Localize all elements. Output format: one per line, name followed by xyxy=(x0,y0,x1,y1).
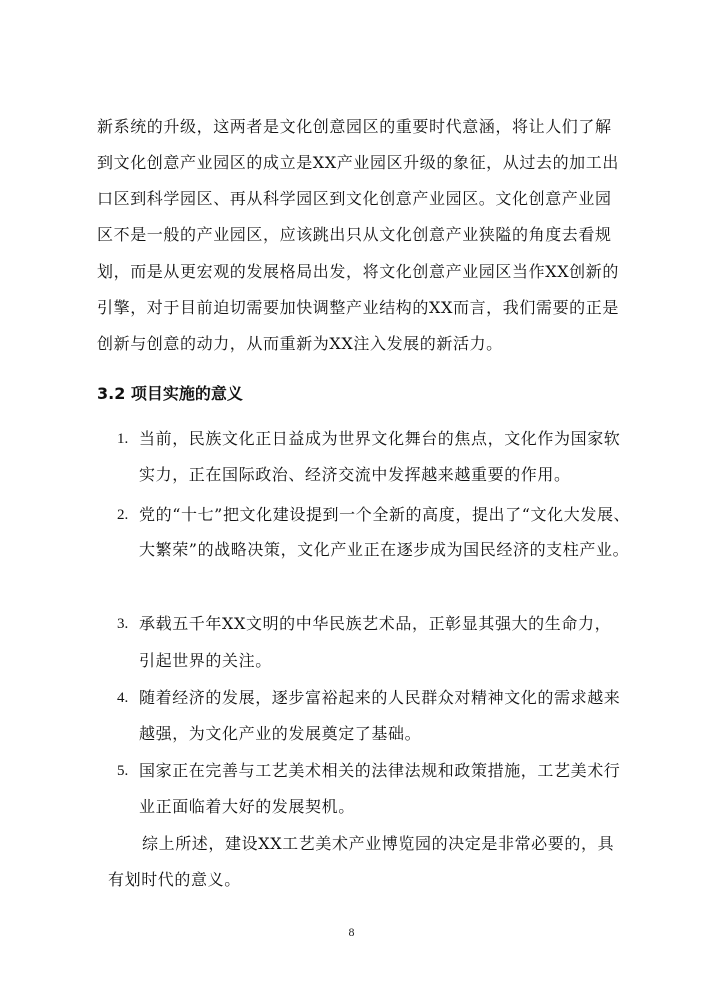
list-item-line: 大繁荣”的战略决策，文化产业正在逐步成为国民经济的支柱产业。 xyxy=(139,540,630,559)
intro-line: 引擎，对于目前迫切需要加快调整产业结构的XX而言，我们需要的正是 xyxy=(97,298,619,317)
conclusion-line: 有划时代的意义。 xyxy=(108,870,241,889)
list-item-line: 引起世界的关注。 xyxy=(139,651,272,670)
list-item-number: 3. xyxy=(117,616,129,632)
list-item-line: 承载五千年XX文明的中华民族艺术品，正彰显其强大的生命力， xyxy=(139,614,612,633)
intro-line: 区不是一般的产业园区，应该跳出只从文化创意产业狭隘的角度去看规 xyxy=(97,225,612,244)
list-item-number: 2. xyxy=(117,507,129,523)
intro-line: 新系统的升级，这两者是文化创意园区的重要时代意涵，将让人们了解 xyxy=(97,117,612,136)
list-item-line: 国家正在完善与工艺美术相关的法律法规和政策措施，工艺美术行 xyxy=(139,761,621,780)
list-item-line: 随着经济的发展，逐步富裕起来的人民群众对精神文化的需求越来 xyxy=(139,688,621,707)
list-item-line: 业正面临着大好的发展契机。 xyxy=(139,797,355,816)
section-heading: 3.2 项目实施的意义 xyxy=(97,384,243,403)
intro-line: 口区到科学园区、再从科学园区到文化创意产业园区。文化创意产业园 xyxy=(97,189,612,208)
intro-line: 到文化创意产业园区的成立是XX产业园区升级的象征，从过去的加工出 xyxy=(97,153,619,172)
list-item-line: 当前，民族文化正日益成为世界文化舞台的焦点，文化作为国家软 xyxy=(139,429,621,448)
list-item-number: 1. xyxy=(117,431,129,447)
page-number: 8 xyxy=(348,925,355,939)
intro-line: 划，而是从更宏观的发展格局出发，将文化创意产业园区当作XX创新的 xyxy=(97,262,619,281)
list-item-line: 越强，为文化产业的发展奠定了基础。 xyxy=(139,724,422,743)
intro-line: 创新与创意的动力，从而重新为XX注入发展的新活力。 xyxy=(97,334,503,353)
list-item-line: 党的“十七”把文化建设提到一个全新的高度，提出了“文化大发展、 xyxy=(139,505,631,524)
list-item-line: 实力，正在国际政治、经济交流中发挥越来越重要的作用。 xyxy=(139,465,571,484)
conclusion-line: 综上所述，建设XX工艺美术产业博览园的决定是非常必要的，具 xyxy=(142,834,615,853)
list-item-number: 5. xyxy=(117,763,129,779)
list-item-number: 4. xyxy=(117,690,129,706)
